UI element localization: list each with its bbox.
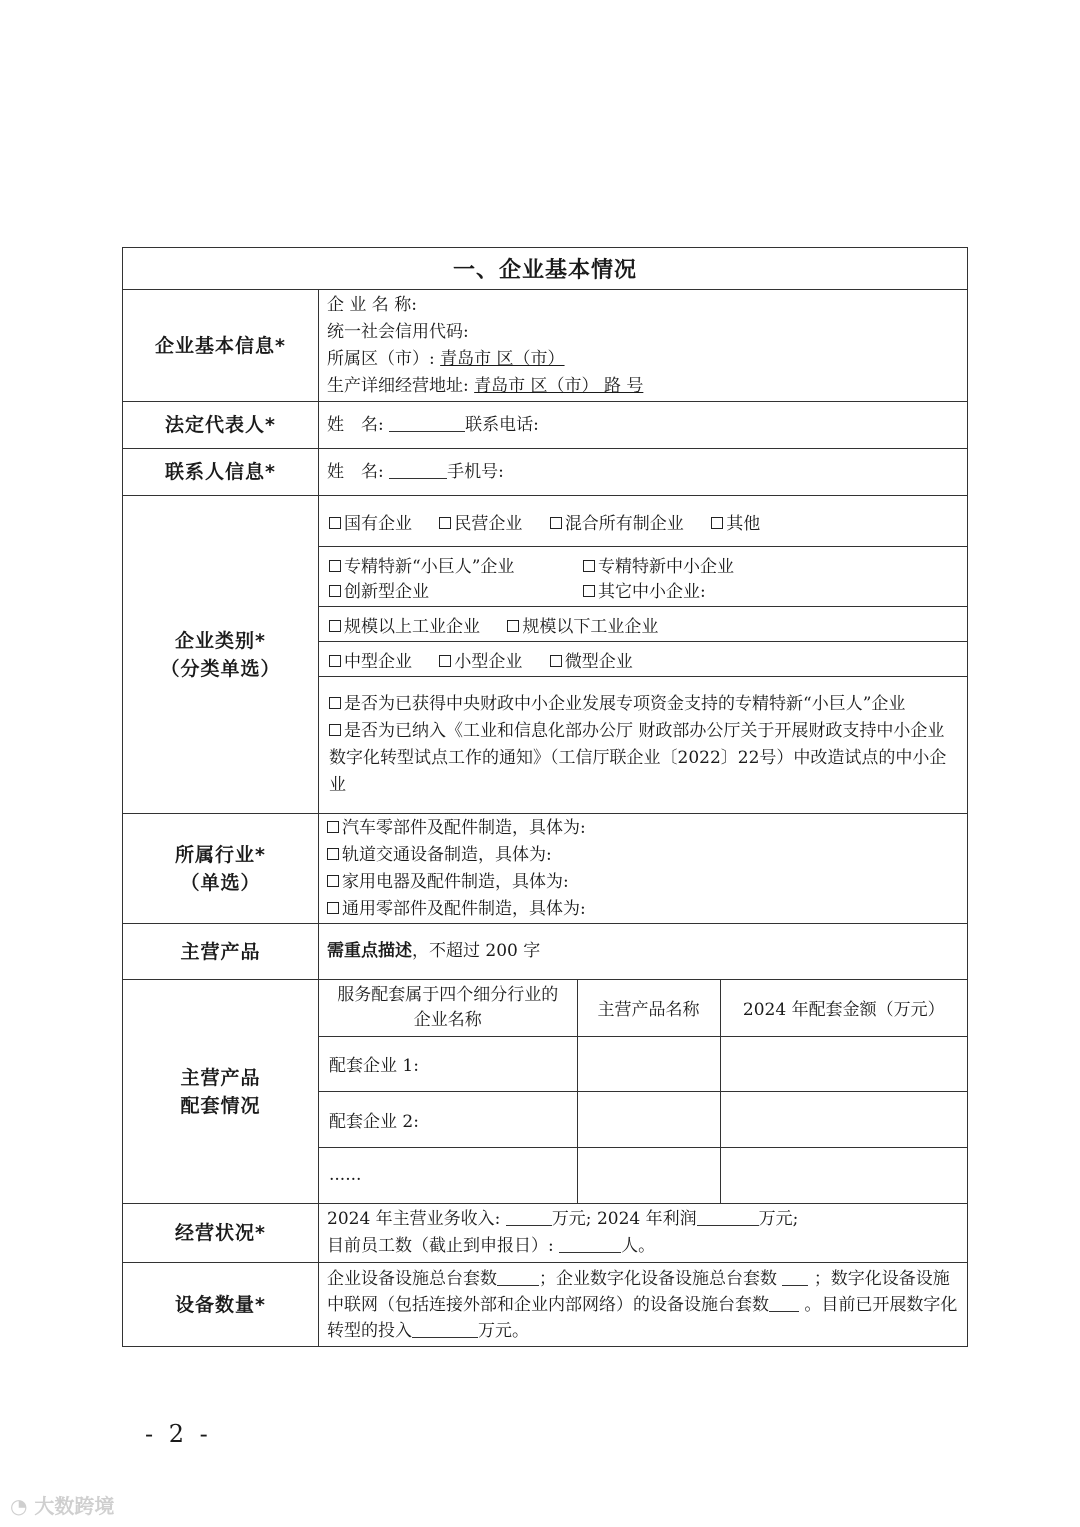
option-innovative[interactable]: 创新型企业 [329, 577, 583, 602]
checkbox-icon[interactable] [550, 517, 562, 529]
revenue-blank[interactable] [506, 1207, 552, 1226]
equipment-label: 设备数量* [123, 1263, 319, 1347]
checkbox-icon[interactable] [329, 517, 341, 529]
header-company: 服务配套属于四个细分行业的企业名称 [319, 980, 577, 1036]
option-other[interactable]: 其他 [711, 514, 760, 534]
option-auto-parts[interactable]: 汽车零部件及配件制造，具体为: [327, 815, 959, 842]
option-private[interactable]: 民营企业 [439, 514, 522, 534]
address-field[interactable]: 生产详细经营地址: 青岛市 区（市） 路 号 [327, 375, 644, 396]
company-name-field[interactable]: 企 业 名 称: [327, 294, 417, 315]
table-cell[interactable] [720, 1147, 967, 1203]
checkbox-icon[interactable] [507, 620, 519, 632]
table-row[interactable]: 配套企业 1: [319, 1036, 577, 1091]
table-cell[interactable] [720, 1036, 967, 1091]
option-specialized-sme[interactable]: 专精特新中小企业 [583, 552, 734, 577]
supporting-grid [319, 980, 968, 1204]
checkbox-icon[interactable] [583, 585, 595, 597]
checkbox-icon[interactable] [711, 517, 723, 529]
page-number: - 2 - [145, 1420, 212, 1448]
table-row[interactable]: 配套企业 2: [319, 1091, 577, 1147]
option-other-sme[interactable]: 其它中小企业: [583, 577, 706, 602]
option-pilot[interactable]: 是否为已纳入《工业和信息化部办公厅 财政部办公厅关于开展财政支持中小企业数字化转型试点工作的通知》（工信厅联企业〔2022〕22号）中改造试点的中小企业 [329, 720, 947, 795]
product-label: 主营产品 [123, 924, 319, 980]
option-above-scale[interactable]: 规模以上工业企业 [329, 617, 480, 637]
watermark-icon: ◔ [10, 1494, 35, 1518]
option-mixed[interactable]: 混合所有制企业 [550, 514, 684, 534]
option-micro[interactable]: 微型企业 [550, 652, 633, 672]
checkbox-icon[interactable] [327, 821, 339, 833]
checkbox-icon[interactable] [439, 655, 451, 667]
basic-info-label: 企业基本信息* [123, 290, 319, 402]
option-general-parts[interactable]: 通用零部件及配件制造，具体为: [327, 896, 959, 923]
option-small[interactable]: 小型企业 [439, 652, 522, 672]
checkbox-icon[interactable] [327, 875, 339, 887]
credit-code-field[interactable]: 统一社会信用代码: [327, 321, 469, 342]
supporting-label: 主营产品 配套情况 [123, 980, 319, 1204]
option-medium[interactable]: 中型企业 [329, 652, 412, 672]
option-rail-transit[interactable]: 轨道交通设备制造，具体为: [327, 842, 959, 869]
supporting-table [319, 980, 967, 1203]
table-row[interactable]: ...... [329, 1165, 362, 1186]
table-cell[interactable] [720, 1091, 967, 1147]
checkbox-icon[interactable] [329, 585, 341, 597]
operation-label: 经营状况* [123, 1204, 319, 1263]
product-field[interactable]: 需重点描述，不超过 200 字 [319, 924, 968, 980]
basic-info-content [319, 290, 968, 402]
legal-rep-label: 法定代表人* [123, 402, 319, 449]
header-product: 主营产品名称 [577, 980, 720, 1036]
table-cell[interactable] [577, 1147, 720, 1203]
category-inner-table [319, 497, 967, 813]
profit-blank[interactable] [697, 1207, 759, 1226]
equipment-content: 企业设备设施总台套数 ；企业数字化设备设施总台套数 ；数字化设备设施中联网（包括连接外部和企业内部网络）的设备设施台套数 。目前已开展数字化转型的投入 万元。 [319, 1263, 968, 1347]
checkbox-icon[interactable] [329, 655, 341, 667]
checkbox-icon[interactable] [327, 902, 339, 914]
option-appliances[interactable]: 家用电器及配件制造，具体为: [327, 869, 959, 896]
category-label: 企业类别* （分类单选） [123, 496, 319, 814]
option-fund-support[interactable]: 是否为已获得中央财政中小企业发展专项资金支持的专精特新“小巨人”企业 [329, 691, 957, 718]
legal-rep-content[interactable]: 姓 名: 联系电话: [319, 402, 968, 449]
option-below-scale[interactable]: 规模以下工业企业 [507, 617, 658, 637]
industry-label: 所属行业* （单选） [123, 814, 319, 924]
checkbox-icon[interactable] [329, 724, 341, 736]
contact-content[interactable]: 姓 名: 手机号: [319, 449, 968, 496]
contact-name-blank[interactable] [389, 460, 447, 479]
checkbox-icon[interactable] [439, 517, 451, 529]
table-cell[interactable] [577, 1091, 720, 1147]
contact-label: 联系人信息* [123, 449, 319, 496]
checkbox-icon[interactable] [550, 655, 562, 667]
form-title: 一、企业基本情况 [123, 248, 968, 290]
option-state-owned[interactable]: 国有企业 [329, 514, 412, 534]
investment-blank[interactable] [412, 1319, 478, 1338]
staff-blank[interactable] [559, 1234, 621, 1253]
digital-equipment-blank[interactable] [782, 1267, 808, 1286]
checkbox-icon[interactable] [329, 697, 341, 709]
operation-content: 2024 年主营业务收入: 万元; 2024 年利润 万元; 目前员工数（截止到申报日）: 人。 [319, 1204, 968, 1263]
option-little-giant[interactable]: 专精特新“小巨人”企业 [329, 552, 583, 577]
category-options [319, 496, 968, 814]
watermark-logo: ◔ 大数跨境 [10, 1494, 115, 1518]
checkbox-icon[interactable] [583, 560, 595, 572]
checkbox-icon[interactable] [329, 560, 341, 572]
networked-equipment-blank[interactable] [769, 1293, 799, 1312]
total-equipment-blank[interactable] [497, 1267, 539, 1286]
header-amount: 2024 年配套金额（万元） [720, 980, 967, 1036]
checkbox-icon[interactable] [327, 848, 339, 860]
industry-options [319, 814, 968, 924]
table-cell[interactable] [577, 1036, 720, 1091]
district-field[interactable]: 所属区（市）: 青岛市 区（市） [327, 348, 565, 369]
checkbox-icon[interactable] [329, 620, 341, 632]
basic-info-form [122, 247, 968, 1347]
legal-name-blank[interactable] [389, 413, 465, 432]
